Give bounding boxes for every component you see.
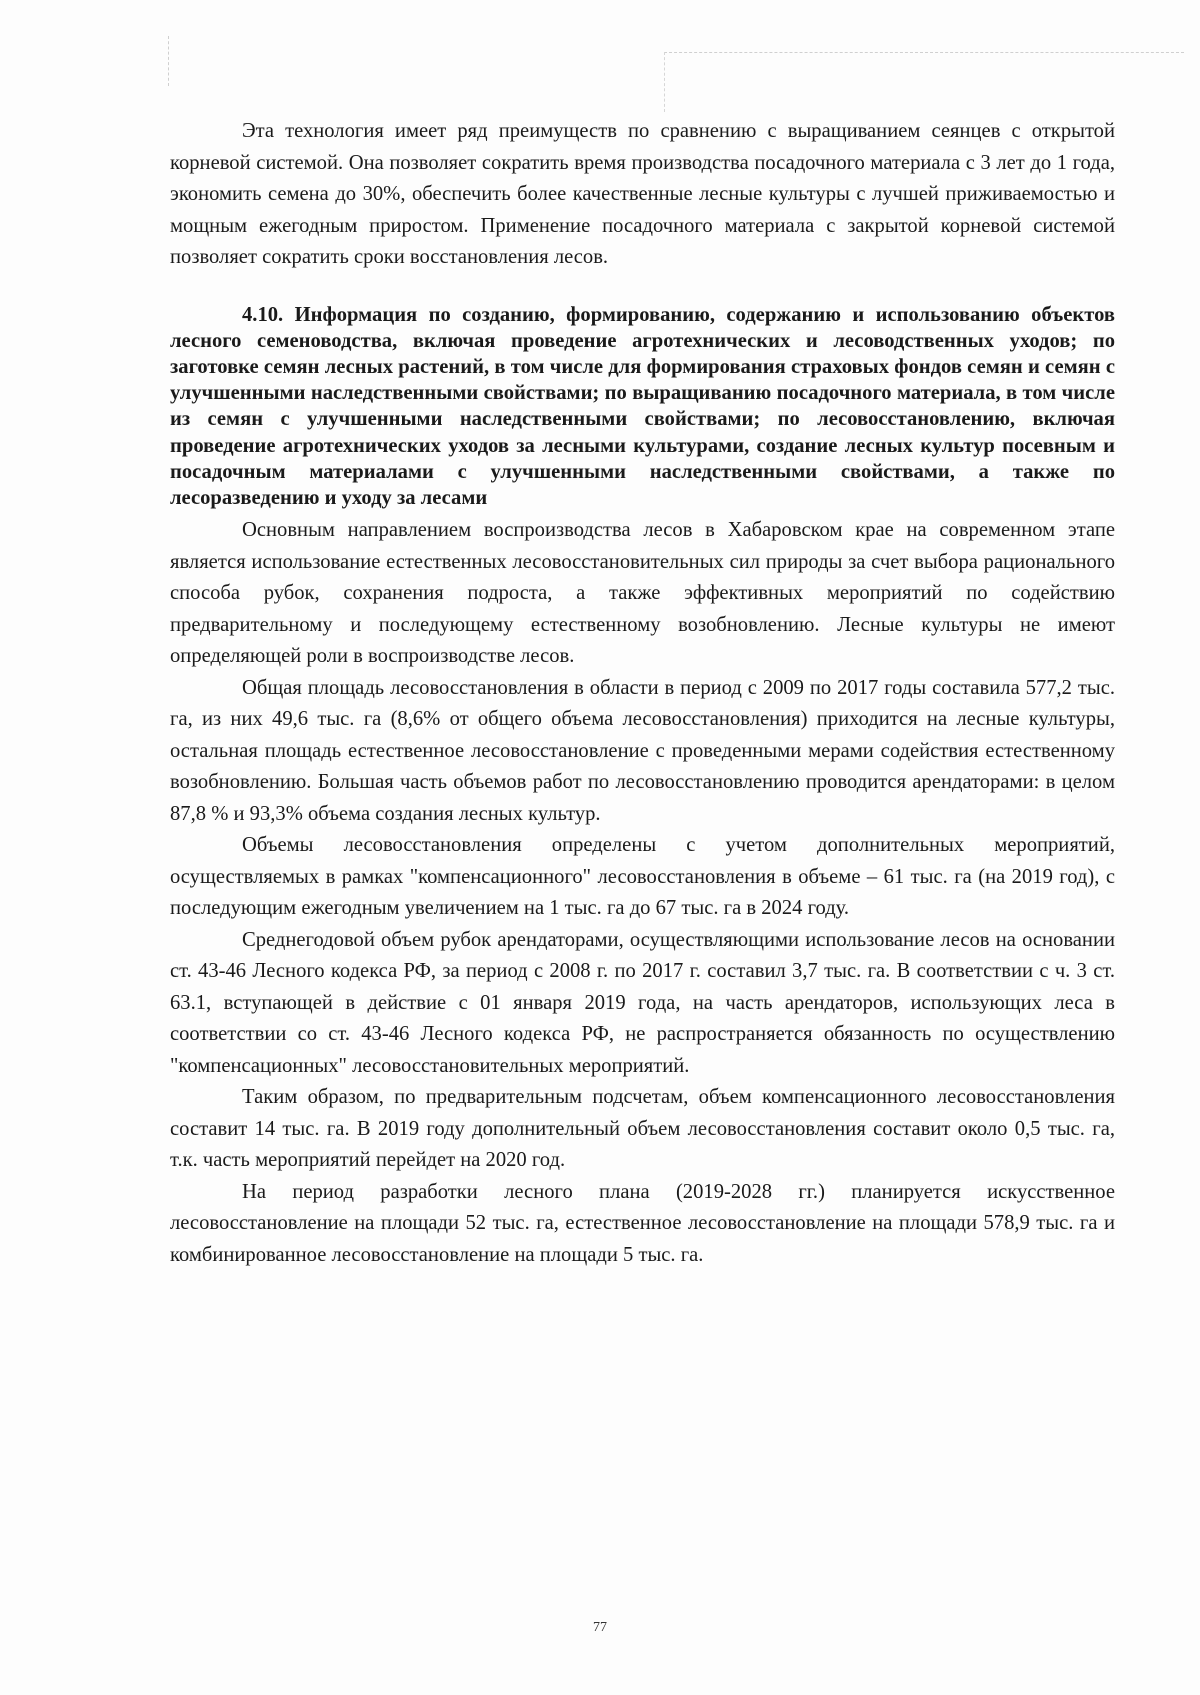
document-body <box>170 116 1115 1271</box>
paragraph: Основным направлением воспроизводства лесов в Хабаровском крае на современном этапе является использование естественных лесовосстановительных сил природы за счет выбора рационального способа рубок, сохранения подроста, а также эффективных мероприятий по содействию предварительному и последующему естественному возобновлению. Лесные культуры не имеют определяющей роли в воспроизводстве лесов. <box>170 519 1115 668</box>
paragraph: Эта технология имеет ряд преимуществ по сравнению с выращиванием сеянцев с открытой корневой системой. Она позволяет сократить время производства посадочного материала с 3 лет до 1 года, экономить семена до 30%, обеспечить более качественные лесные культуры с лучшей приживаемостью и мощным ежегодным приростом. Применение посадочного материала с закрытой корневой системой позволяет сократить сроки восстановления лесов. <box>170 120 1115 268</box>
paragraph: На период разработки лесного плана (2019-2028 гг.) планируется искусственное лесовосстановление на площади 52 тыс. га, естественное лесовосстановление на площади 578,9 тыс. га и комбинированное лесовосстановление на площади 5 тыс. га. <box>170 1180 1115 1266</box>
scan-artifact <box>168 36 169 86</box>
section-heading: 4.10. Информация по созданию, формированию, содержанию и использованию объектов лесного семеноводства, включая проведение агротехнических и лесоводственных уходов; по заготовке семян лесных растений, в том числе для формирования страховых фондов семян и семян с улучшенными наследственными свойствами; по выращиванию посадочного материала, в том числе из семян с улучшенными наследственными свойствами; по лесовосстановлению, включая проведение агротехнических уходов за лесными культурами, создание лесных культур посевным и посадочным материалами с улучшенными наследственными свойствами, а также по лесоразведению и уходу за лесами <box>170 303 1115 509</box>
scan-artifact <box>664 52 665 112</box>
paragraph: Объемы лесовосстановления определены с учетом дополнительных мероприятий, осуществляемых в рамках "компенсационного" лесовосстановления в объеме – 61 тыс. га (на 2019 год), с последующим ежегодным увеличением на 1 тыс. га до 67 тыс. га в 2024 году. <box>170 834 1115 920</box>
scan-artifact <box>664 52 1184 53</box>
paragraph: Таким образом, по предварительным подсчетам, объем компенсационного лесовосстановления составит 14 тыс. га. В 2019 году дополнительный объем лесовосстановления составит около 0,5 тыс. га, т.к. часть мероприятий перейдет на 2020 год. <box>170 1086 1115 1172</box>
paragraph: Среднегодовой объем рубок арендаторами, осуществляющими использование лесов на основании ст. 43-46 Лесного кодекса РФ, за период с 2008 г. по 2017 г. составил 3,7 тыс. га. В соответствии с ч. 3 ст. 63.1, вступающей в действие с 01 января 2019 года, на часть арендаторов, использующих леса в соответствии со ст. 43-46 Лесного кодекса РФ, не распространяется обязанность по осуществлению "компенсационных" лесовосстановительных мероприятий. <box>170 928 1115 1077</box>
paragraph: Общая площадь лесовосстановления в области в период с 2009 по 2017 годы составила 577,2 тыс. га, из них 49,6 тыс. га (8,6% от общего объема лесовосстановления) приходится на лесные культуры, остальная площадь естественное лесовосстановление с проведенными мерами содействия естественному возобновлению. Большая часть объемов работ по лесовосстановлению проводится арендаторами: в целом 87,8 % и 93,3% объема создания лесных культур. <box>170 676 1115 825</box>
page-number: 77 <box>593 1620 607 1635</box>
